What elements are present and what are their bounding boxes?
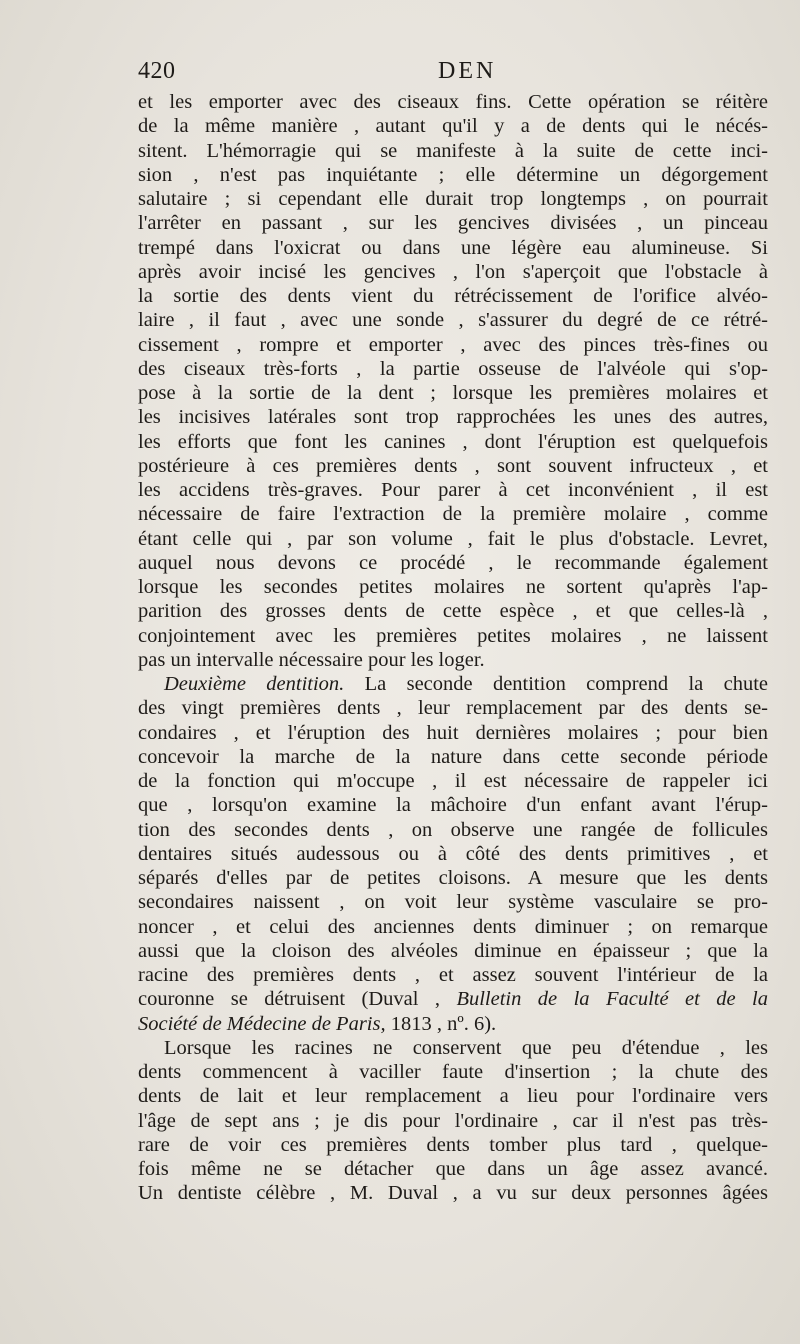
text-segment: l'âge de sept ans ; je dis pour l'ordinaire , car il n'est pas très-: [138, 1109, 768, 1132]
text-segment: aussi que la cloison des alvéoles diminue en épaisseur ; que la: [138, 939, 768, 962]
text-line: [138, 793, 768, 817]
text-segment: fois même ne se détacher que dans un âge assez avancé.: [138, 1158, 768, 1180]
text-line: [138, 502, 768, 526]
text-line: [138, 575, 768, 599]
text-segment: auquel nous devons ce procédé , le recommande également: [138, 551, 768, 574]
text-segment: conjointement avec les premières petites molaires , ne laissent: [138, 624, 768, 647]
text-line: [138, 114, 768, 138]
text-segment: racine des premières dents , et assez souvent l'intérieur de la: [138, 964, 768, 986]
text-segment: et les emporter avec des ciseaux fins. Cette opération se réitère: [138, 91, 768, 113]
text-segment: les efforts que font les canines , dont l'éruption est quelquefois: [138, 430, 768, 453]
text-line: [138, 308, 768, 332]
text-segment: couronne se détruisent (Duval ,: [138, 988, 457, 1011]
text-segment: dentaires situés audessous ou à côté des dents primitives , et: [138, 842, 768, 865]
text-line: [138, 672, 768, 696]
text-line: [138, 866, 768, 890]
italic-segment: Bulletin de la Faculté et de la: [456, 988, 768, 1011]
text-line: [138, 527, 768, 551]
text-segment: parition des grosses dents de cette espèce , et que celles-là ,: [138, 600, 768, 623]
text-segment: noncer , et celui des anciennes dents diminuer ; on remarque: [138, 915, 768, 938]
text-line: [138, 648, 768, 672]
text-segment: que , lorsqu'on examine la mâchoire d'un enfant avant l'érup-: [138, 794, 768, 817]
text-segment: trempé dans l'oxicrat ou dans une légère eau alumineuse. Si: [138, 236, 768, 259]
text-line: [138, 357, 768, 381]
text-line: [138, 842, 768, 866]
text-line: [138, 381, 768, 405]
text-segment: secondaires naissent , on voit leur système vasculaire se pro-: [138, 891, 768, 914]
text-segment: salutaire ; si cependant elle durait trop longtemps , on pourrait: [138, 188, 768, 210]
text-line: [138, 211, 768, 235]
text-segment: rare de voir ces premières dents tomber plus tard , quelque-: [138, 1133, 768, 1156]
italic-segment: Société de Médecine de Paris,: [138, 1012, 386, 1035]
text-segment: dents de lait et leur remplacement a lieu pour l'ordinaire vers: [138, 1085, 768, 1108]
text-line: [138, 1084, 768, 1108]
text-line: [138, 745, 768, 769]
text-segment: tion des secondes dents , on observe une rangée de follicules: [138, 818, 768, 841]
text-line: [138, 1012, 768, 1036]
text-segment: après avoir incisé les gencives , l'on s'aperçoit que l'obstacle à: [138, 260, 768, 283]
text-line: [138, 769, 768, 793]
text-segment: cissement , rompre et emporter , avec des pinces très-fines ou: [138, 333, 768, 356]
text-line: [138, 430, 768, 454]
text-segment: Lorsque les racines ne conservent que peu d'étendue , les: [164, 1036, 768, 1059]
text-line: [138, 163, 768, 187]
text-segment: postérieure à ces premières dents , sont souvent infructeux , et: [138, 454, 768, 477]
text-segment: sitent. L'hémorragie qui se manifeste à la suite de cette inci-: [138, 139, 768, 162]
text-line: [138, 405, 768, 429]
text-line: [138, 1036, 768, 1060]
italic-segment: Deuxième dentition.: [164, 673, 345, 695]
text-line: [138, 599, 768, 623]
text-line: [138, 624, 768, 648]
text-line: [138, 333, 768, 357]
text-segment: lorsque les secondes petites molaires ne sortent qu'après l'ap-: [138, 576, 768, 598]
text-line: [138, 478, 768, 502]
text-line: [138, 187, 768, 211]
text-line: [138, 260, 768, 284]
text-segment: l'arrêter en passant , sur les gencives divisées , un pinceau: [138, 212, 768, 235]
text-segment: condaires , et l'éruption des huit dernières molaires ; pour bien: [138, 721, 768, 744]
text-segment: les incisives latérales sont trop rapprochées les unes des autres,: [138, 406, 768, 429]
text-line: [138, 1133, 768, 1157]
text-line: [138, 236, 768, 260]
text-line: [138, 1181, 768, 1205]
text-line: [138, 890, 768, 914]
text-segment: La seconde dentition comprend la chute: [344, 673, 768, 695]
text-line: [138, 721, 768, 745]
text-segment: de la fonction qui m'occupe , il est nécessaire de rappeler ici: [138, 770, 768, 792]
text-segment: des ciseaux très-forts , la partie osseuse de l'alvéole qui s'op-: [138, 357, 768, 380]
text-segment: 1813 , nº. 6).: [385, 1012, 497, 1035]
text-line: [138, 1157, 768, 1181]
text-line: [138, 551, 768, 575]
text-segment: nécessaire de faire l'extraction de la première molaire , comme: [138, 503, 768, 526]
text-segment: laire , il faut , avec une sonde , s'assurer du degré de ce rétré-: [138, 309, 768, 332]
text-line: [138, 939, 768, 963]
body-text: [138, 90, 768, 1206]
text-segment: la sortie des dents vient du rétrécissement de l'orifice alvéo-: [138, 285, 768, 307]
text-segment: étant celle qui , par son volume , fait le plus d'obstacle. Levret,: [138, 527, 768, 550]
text-line: [138, 818, 768, 842]
page-number: 420: [138, 58, 176, 84]
text-line: [138, 1109, 768, 1133]
text-line: [138, 454, 768, 478]
text-segment: concevoir la marche de la nature dans cette seconde période: [138, 745, 768, 768]
text-line: [138, 915, 768, 939]
text-line: [138, 987, 768, 1011]
text-segment: pose à la sortie de la dent ; lorsque les premières molaires et: [138, 382, 768, 404]
text-segment: de la même manière , autant qu'il y a de dents qui le nécés-: [138, 115, 768, 138]
text-line: [138, 1060, 768, 1084]
text-segment: sion , n'est pas inquiétante ; elle détermine un dégorgement: [138, 163, 768, 186]
text-line: [138, 696, 768, 720]
text-segment: les accidens très-graves. Pour parer à cet inconvénient , il est: [138, 479, 768, 501]
text-line: [138, 963, 768, 987]
text-line: [138, 139, 768, 163]
text-segment: Un dentiste célèbre , M. Duval , a vu sur deux personnes âgées: [138, 1182, 768, 1205]
text-segment: des vingt premières dents , leur remplacement par des dents se-: [138, 697, 768, 720]
text-segment: séparés d'elles par de petites cloisons. A mesure que les dents: [138, 867, 768, 889]
text-line: [138, 90, 768, 114]
page-header: [138, 58, 768, 90]
running-head: DEN: [438, 58, 497, 84]
text-segment: pas un intervalle nécessaire pour les loger.: [138, 648, 485, 671]
text-line: [138, 284, 768, 308]
text-segment: dents commencent à vaciller faute d'insertion ; la chute des: [138, 1061, 768, 1083]
